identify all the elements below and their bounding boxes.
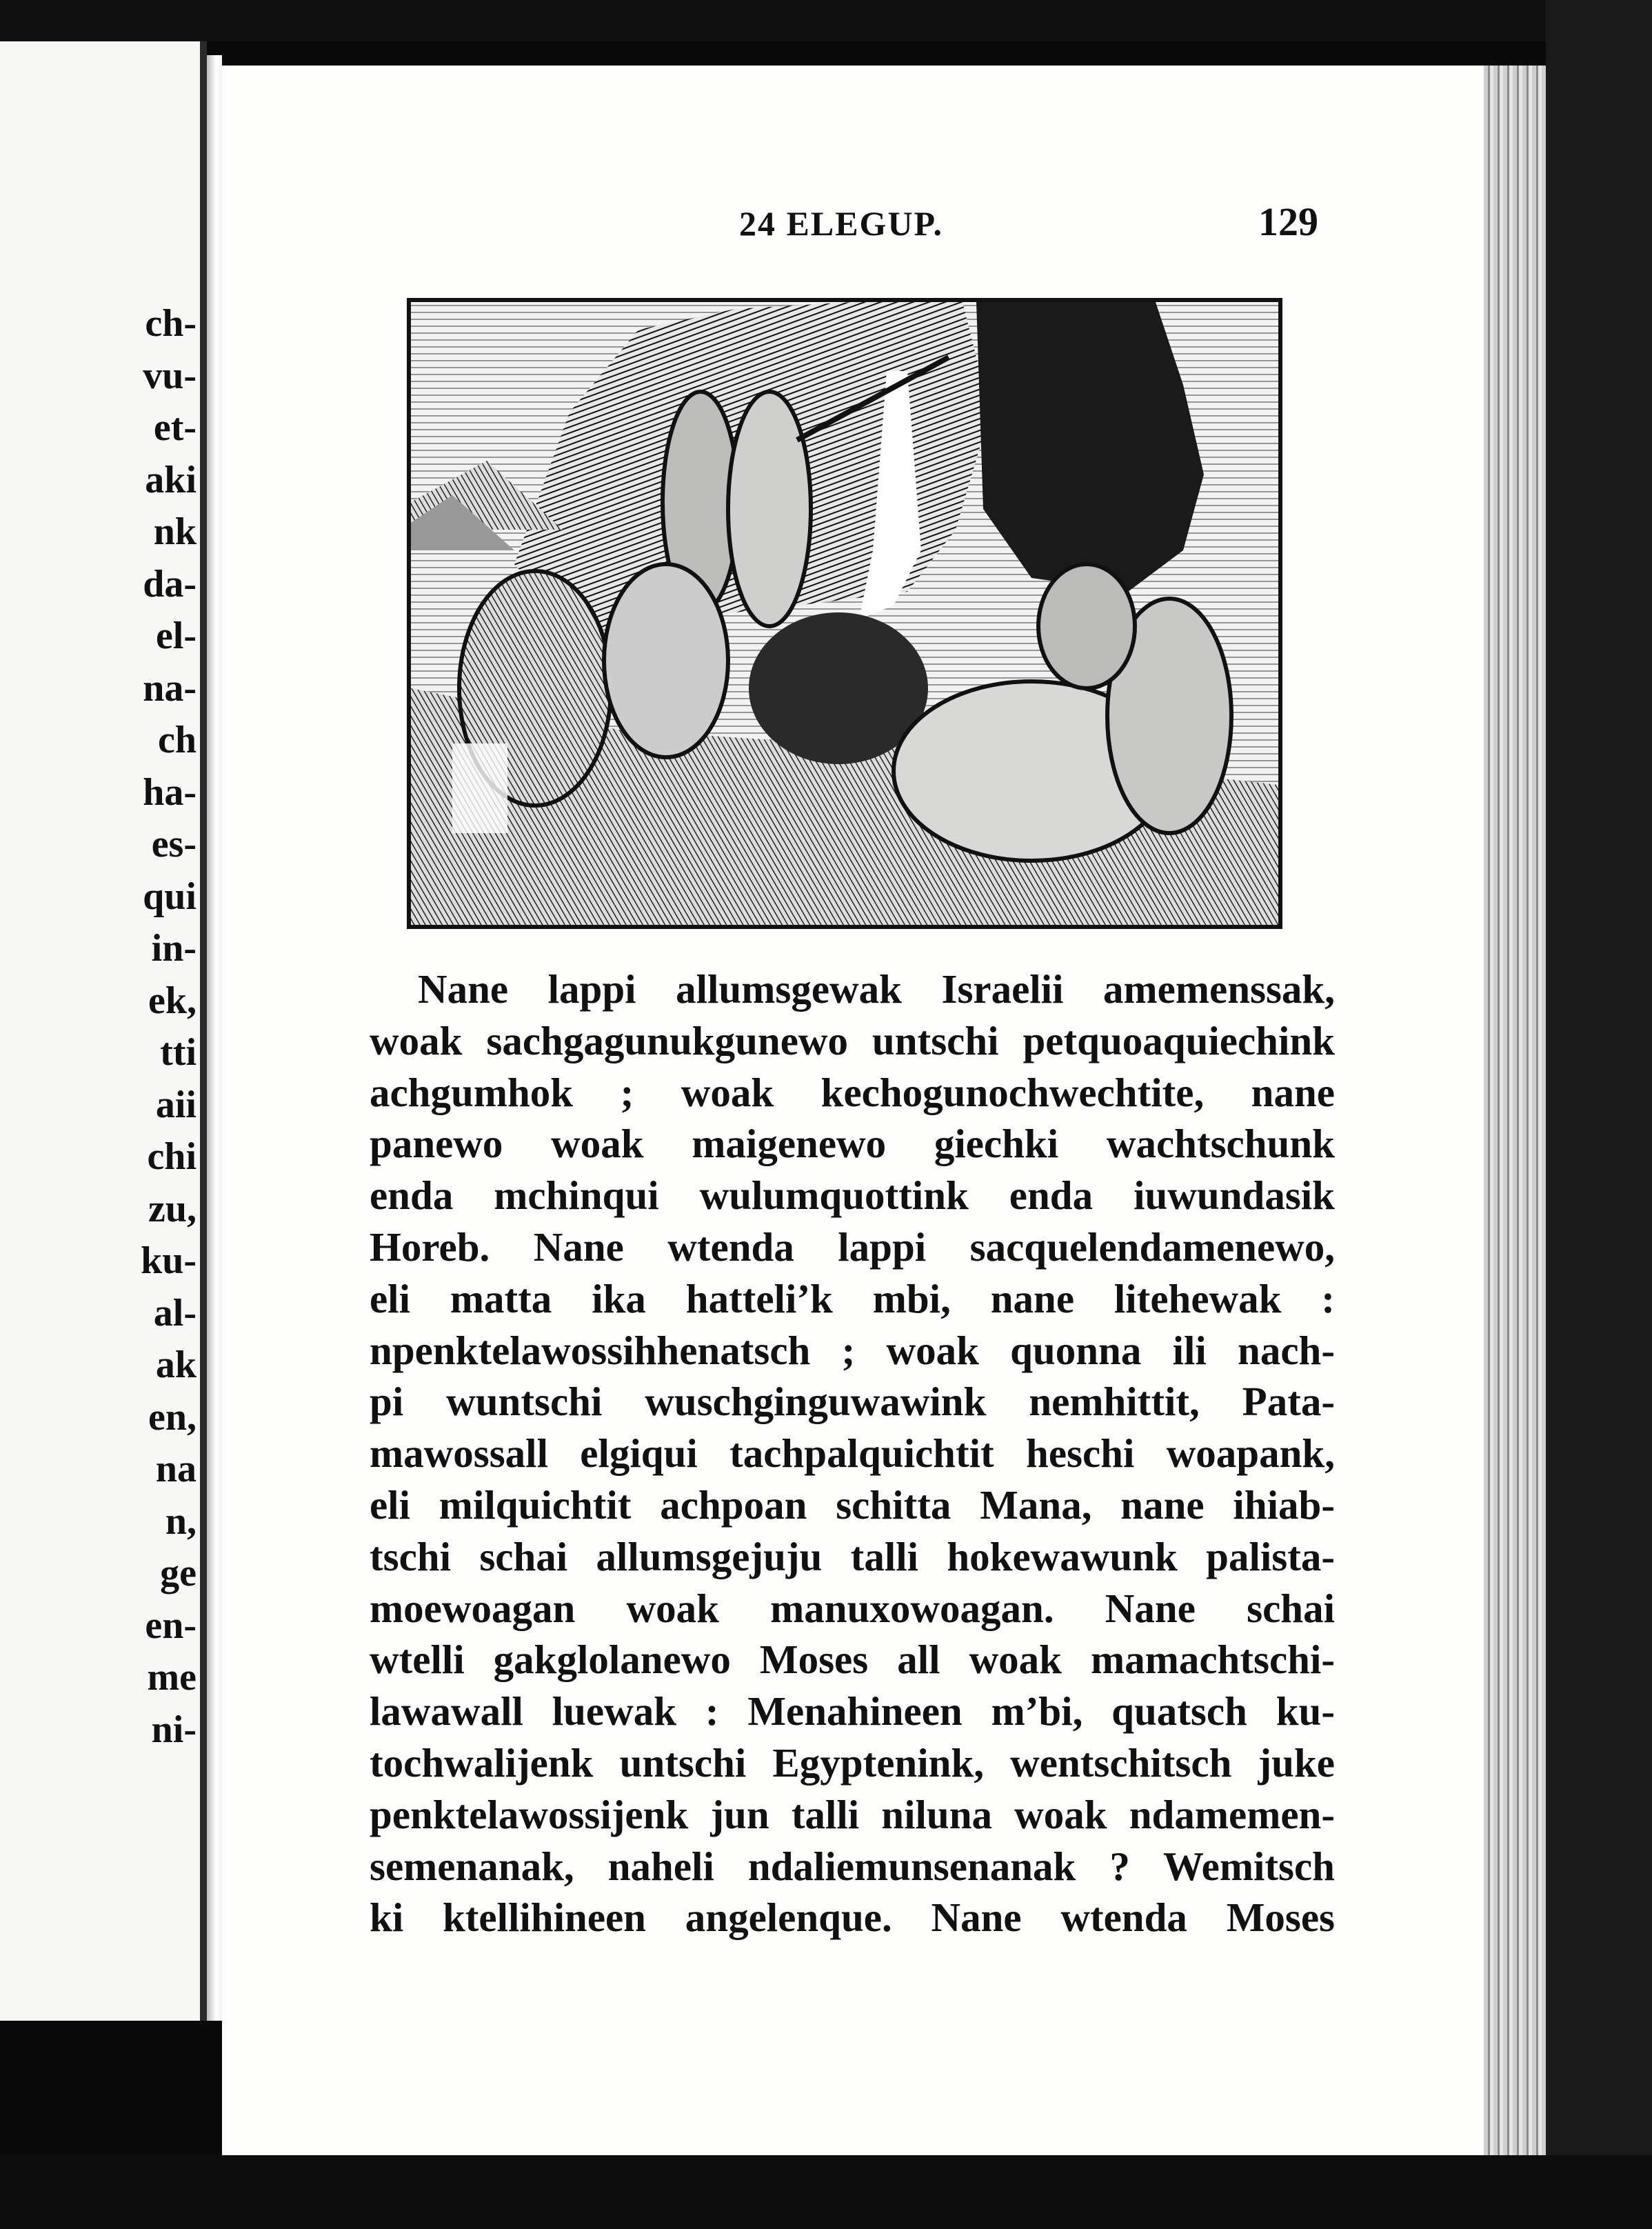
left-page-fragment: ni- xyxy=(151,1708,197,1751)
page-number: 129 xyxy=(1258,199,1318,244)
left-page-fragment: aki xyxy=(145,458,197,501)
text-line: pi wuntschi wuschginguwawink nemhittit, Pata- xyxy=(370,1379,1335,1425)
text-line: Nane lappi allumsgewak Israelii amemenssak, xyxy=(418,966,1335,1012)
left-page-fragment: el- xyxy=(155,614,197,657)
scan-top-border xyxy=(0,0,1652,41)
left-page-fragment: ch xyxy=(158,719,197,761)
running-head: 24 ELEGUP. xyxy=(739,204,944,243)
text-line: tochwalijenk untschi Egyptenink, wentschitsch juke xyxy=(370,1739,1335,1786)
text-line: npenktelawossihhenatsch ; woak quonna ili nach- xyxy=(370,1327,1335,1373)
text-line: lawawall luewak : Menahineen m’bi, quatsch ku- xyxy=(370,1688,1335,1735)
body-text xyxy=(370,963,1335,1943)
left-page-fragment: ha- xyxy=(143,770,197,814)
left-page-fragment: ku- xyxy=(141,1239,197,1282)
text-line: eli matta ika hatteli’k mbi, nane litehewak : xyxy=(370,1275,1335,1321)
left-page-fragment: et- xyxy=(153,406,197,449)
left-page-text-fragments xyxy=(0,298,197,1756)
text-line: eli milquichtit achpoan schitta Mana, nane ihiab- xyxy=(370,1481,1335,1528)
engraving-image xyxy=(411,302,1278,925)
text-line: wtelli gakglolanewo Moses all woak mamachtschi- xyxy=(370,1637,1335,1683)
text-line: mawossall elgiqui tachpalquichtit heschi woapank, xyxy=(370,1430,1335,1477)
text-line: semenanak, naheli ndaliemunsenanak ? Wemitsch xyxy=(370,1843,1335,1889)
text-line: achgumhok ; woak kechogunochwechtite, nane xyxy=(370,1069,1335,1115)
text-line: moewoagan woak manuxowoagan. Nane schai xyxy=(370,1585,1335,1631)
text-line: ki ktellihineen angelenque. Nane wtenda Moses xyxy=(370,1895,1335,1941)
left-page-fragment: ak xyxy=(155,1343,197,1386)
book-gutter xyxy=(207,55,222,2021)
text-line: penktelawossijenk jun talli niluna woak ndamemen- xyxy=(370,1791,1335,1837)
left-page-fragment: vu- xyxy=(143,354,197,397)
left-page-fragment: n, xyxy=(165,1499,197,1543)
text-line: enda mchinqui wulumquottink enda iuwundasik xyxy=(370,1172,1335,1219)
left-page-fragment: qui xyxy=(143,874,197,918)
engraving-illustration xyxy=(407,298,1282,929)
left-page-fragment: da- xyxy=(143,562,197,606)
left-page-fragment: na xyxy=(155,1448,197,1490)
page-edges xyxy=(1484,66,1546,2155)
text-line: tschi schai allumsgejuju talli hokewawunk palista- xyxy=(370,1533,1335,1579)
left-page-fragment: en- xyxy=(145,1603,197,1647)
left-page-fragment: es- xyxy=(151,823,197,866)
left-facing-page xyxy=(0,41,207,2021)
text-line: panewo woak maigenewo giechki wachtschunk xyxy=(370,1121,1335,1167)
left-page-fragment: al- xyxy=(153,1291,197,1335)
left-page-fragment: na- xyxy=(143,666,197,710)
left-page-fragment: chi xyxy=(147,1135,197,1178)
scan-bottom-border xyxy=(0,2155,1652,2229)
text-line: woak sachgagunukgunewo untschi petquoaquiechink xyxy=(370,1017,1335,1063)
left-page-fragment: me xyxy=(147,1656,197,1699)
left-page-fragment: aii xyxy=(155,1083,197,1126)
left-page-fragment: en, xyxy=(148,1395,197,1439)
left-page-fragment: zu, xyxy=(148,1187,197,1230)
left-page-fragment: nk xyxy=(153,510,197,553)
left-page-fragment: tti xyxy=(160,1031,197,1074)
left-page-fragment: ek, xyxy=(148,979,197,1022)
left-page-fragment: in- xyxy=(151,927,197,970)
text-line: Horeb. Nane wtenda lappi sacquelendamenewo, xyxy=(370,1223,1335,1270)
scan-right-border xyxy=(1546,0,1652,2229)
left-page-fragment: ge xyxy=(160,1552,197,1595)
left-page-fragment: ch- xyxy=(145,302,197,345)
